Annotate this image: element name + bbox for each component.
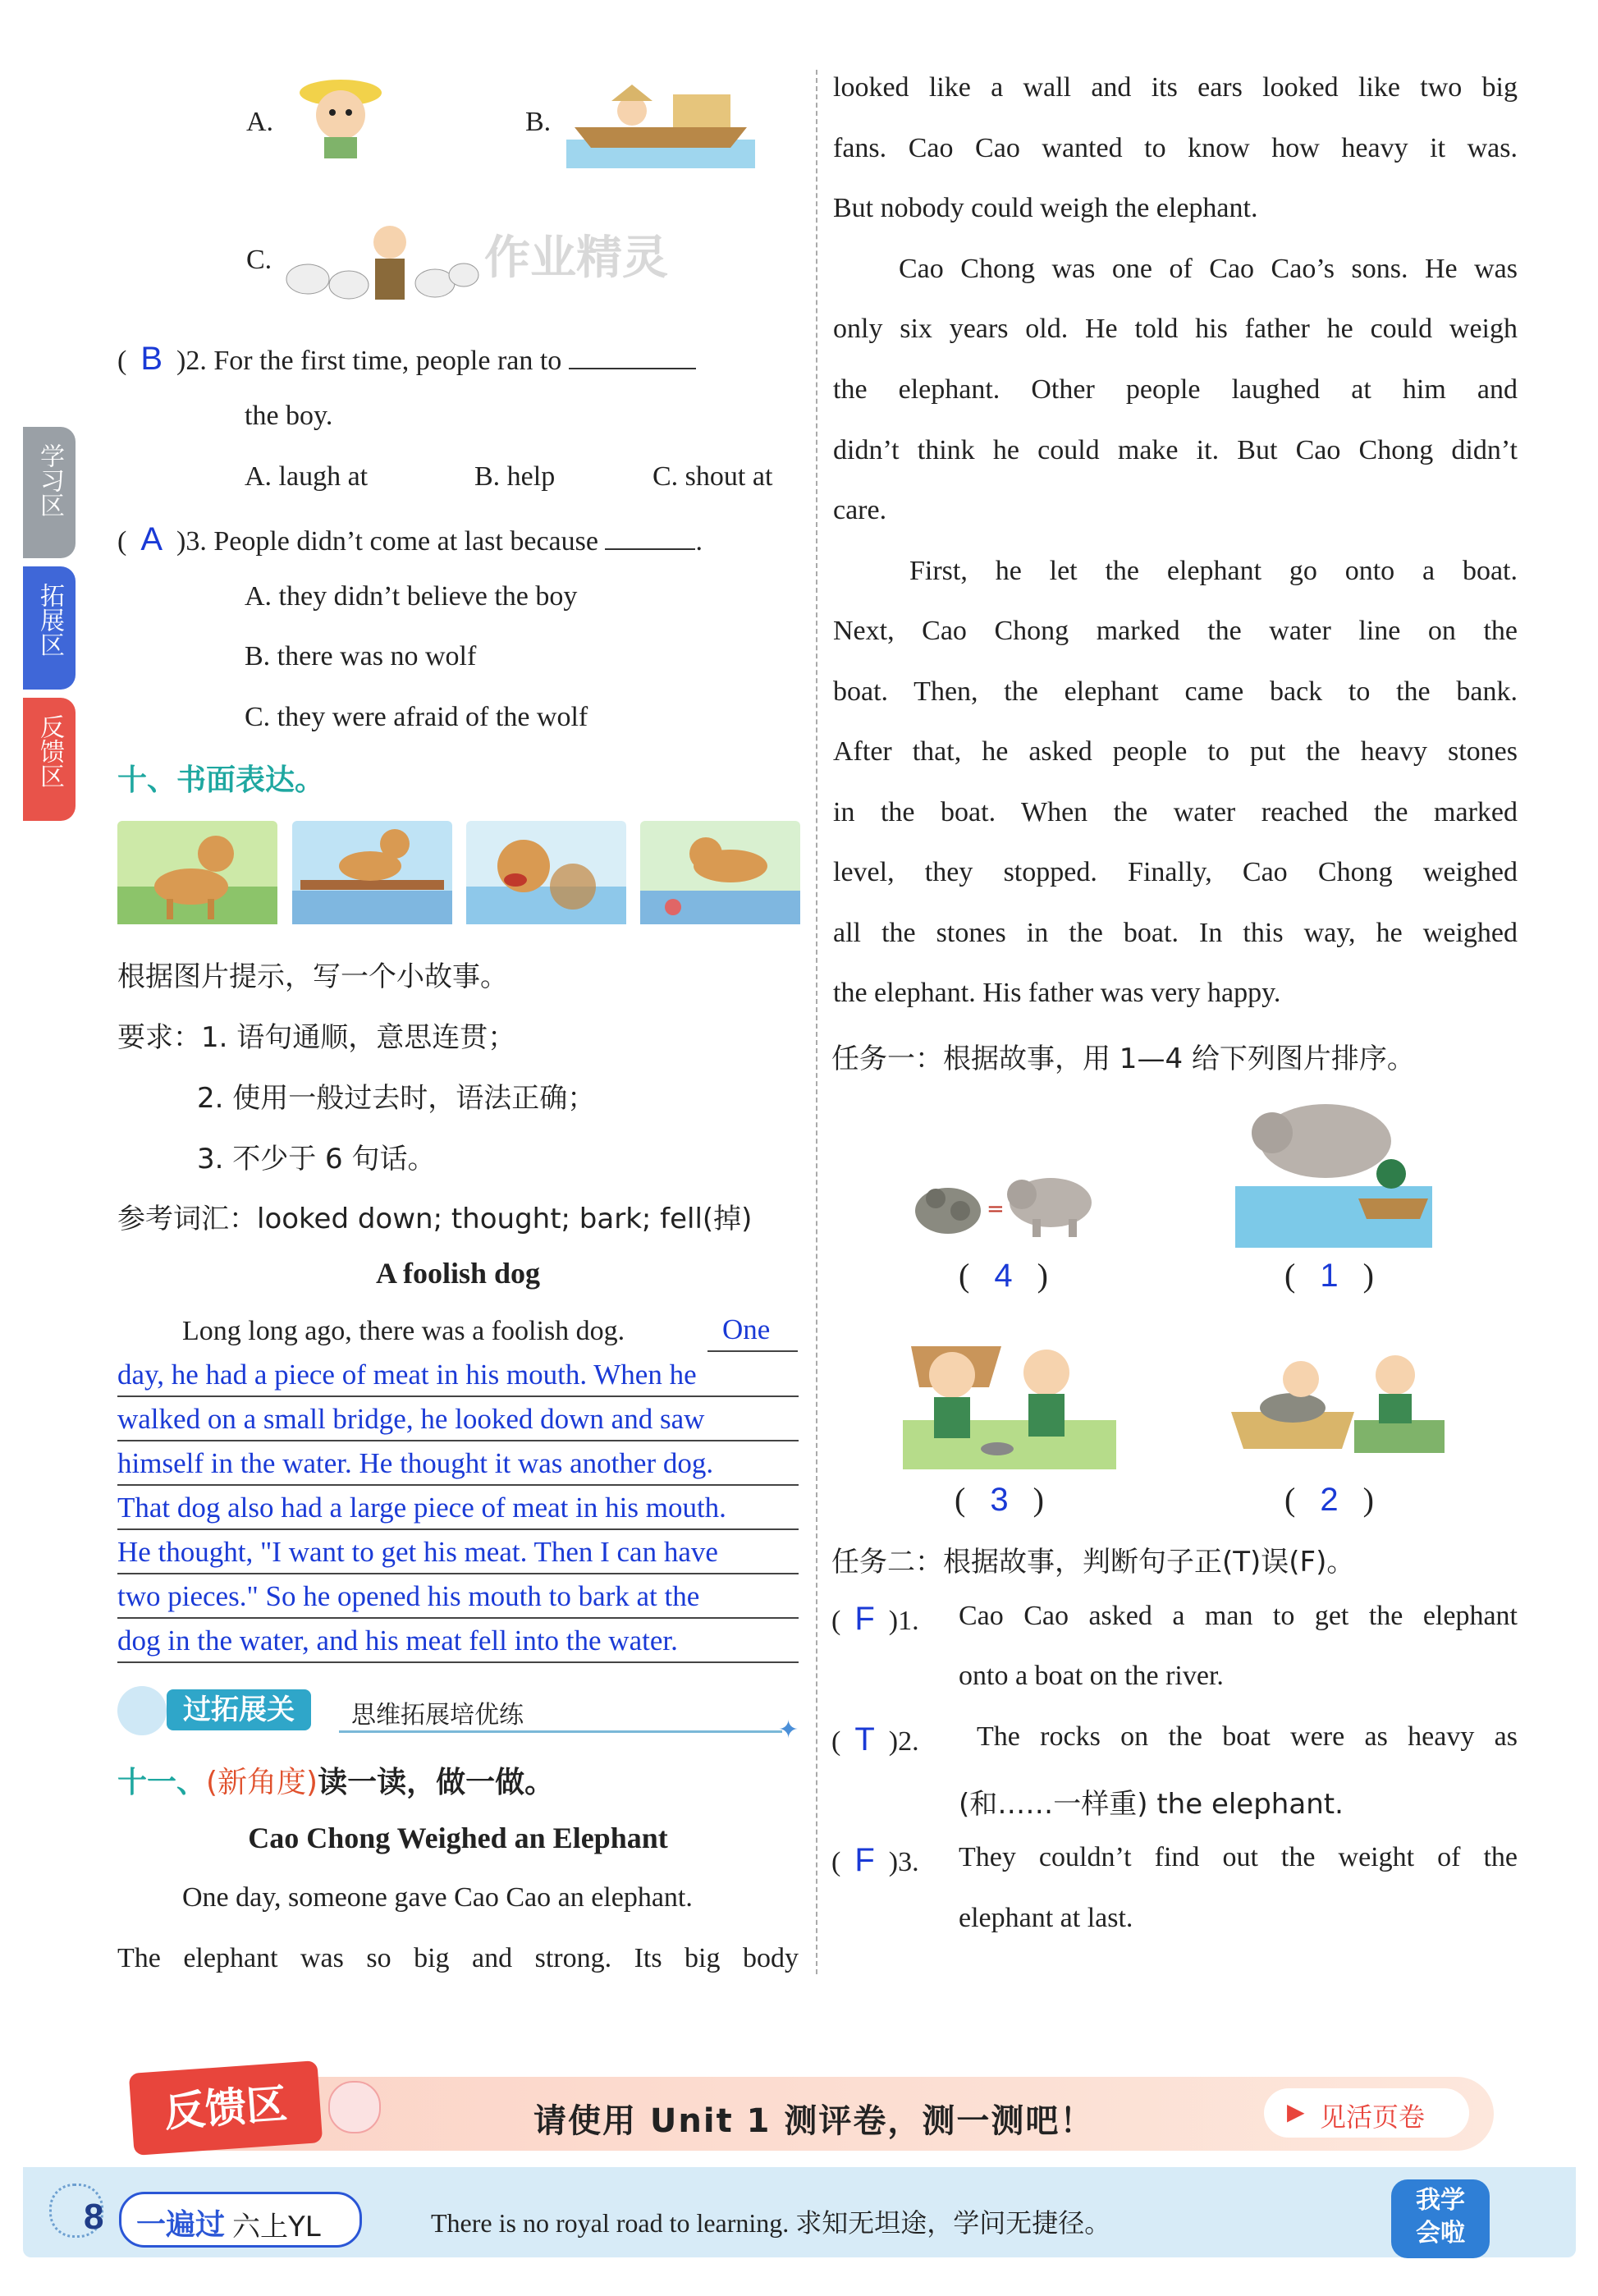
q2-option-a: A. laugh at <box>245 461 369 492</box>
reading-line: boat. Then, the elephant came back to the bank. <box>833 676 1518 707</box>
stones-and-elephant-picture <box>911 1153 1108 1244</box>
reading-line: only six years old. He told his father he could weigh <box>833 314 1518 344</box>
tf-answer: T <box>854 1721 875 1758</box>
essay-line: himself in the water. He thought it was another dog. <box>117 1447 714 1479</box>
answer-blank <box>605 548 695 550</box>
essay-line: One <box>722 1313 771 1345</box>
footer-logo: 我学会啦 <box>1391 2179 1490 2258</box>
feedback-bar <box>140 2077 1494 2151</box>
writing-rule <box>117 1573 799 1574</box>
story-picture-3 <box>466 821 626 924</box>
feedback-label: 反馈区 <box>129 2060 323 2156</box>
essay-line: walked on a small bridge, he looked down and saw <box>117 1403 705 1435</box>
reading-line: The elephant was so big and strong. Its big body <box>117 1943 799 1973</box>
tf-text: The rocks on the boat were as heavy as <box>977 1721 1518 1752</box>
q2-option-b: B. help <box>474 461 556 492</box>
tf-text: elephant at last. <box>959 1903 1133 1933</box>
section-10-heading: 十、书面表达。 <box>117 763 325 797</box>
tf-text: Cao Cao asked a man to get the elephant <box>959 1601 1518 1631</box>
q3-option-a: A. they didn’t believe the boy <box>245 581 578 612</box>
story-picture-2 <box>292 821 452 924</box>
question-2-cont: the boy. <box>245 401 333 431</box>
tf-text: (和……一样重) the elephant. <box>959 1788 1344 1821</box>
writing-rule <box>117 1617 799 1619</box>
page-number: 8 <box>84 2197 104 2237</box>
writing-rule <box>707 1350 798 1352</box>
star-icon: ✦ <box>778 1716 799 1744</box>
question-2: ( B )2. For the first time, people ran to <box>117 341 696 378</box>
essay-line: two pieces." So he opened his mouth to bark at the <box>117 1580 700 1612</box>
requirement-1: 要求：1. 语句通顺，意思连贯； <box>117 1021 516 1054</box>
column-divider <box>816 70 817 1974</box>
two-boys-picture <box>903 1322 1116 1469</box>
q3-option-b: B. there was no wolf <box>245 641 477 671</box>
elephant-on-boat-picture <box>1235 1084 1432 1248</box>
task-1-instruction: 任务一：根据故事，用 1—4 给下列图片排序。 <box>831 1043 1415 1075</box>
reading-line: One day, someone gave Cao Cao an elephant. <box>182 1882 693 1913</box>
worksheet-link-label: 见活页卷 <box>1320 2101 1426 2133</box>
tf-answer: F <box>854 1842 875 1878</box>
essay-title: A foolish dog <box>375 1257 541 1290</box>
essay-opening: Long long ago, there was a foolish dog. <box>182 1316 625 1346</box>
reading-line: Next, Cao Chong marked the water line on the <box>833 616 1518 646</box>
tf-item-1: ( F )1. <box>831 1601 919 1637</box>
feedback-instruction: 请使用 Unit 1 测评卷，测一测吧！ <box>533 2102 1095 2140</box>
reading-line: Cao Chong was one of Cao Cao’s sons. He was <box>899 254 1518 284</box>
essay-line: day, he had a piece of meat in his mouth. When he <box>117 1359 697 1391</box>
writing-rule <box>117 1528 799 1530</box>
reading-line: But nobody could weigh the elephant. <box>833 193 1258 223</box>
requirement-2: 2. 使用一般过去时，语法正确； <box>197 1082 596 1115</box>
banner-label: 过拓展关 <box>167 1689 311 1730</box>
side-tab-feedback[interactable]: 反馈区 <box>23 698 76 821</box>
answer-q2: B <box>140 341 163 377</box>
play-icon: ▶ <box>1287 2100 1305 2125</box>
q2-option-c: C. shout at <box>652 461 773 492</box>
fisherman-boat-illustration <box>566 70 755 168</box>
reading-title: Cao Chong Weighed an Elephant <box>248 1822 668 1854</box>
brand-name: 一遍过 <box>136 2208 226 2242</box>
question-3: ( A )3. People didn’t come at last because . <box>117 521 703 557</box>
reading-line: level, they stopped. Finally, Cao Chong weighed <box>833 857 1518 887</box>
essay-line: That dog also had a large piece of meat in his mouth. <box>117 1492 726 1524</box>
mascot-icon <box>328 2081 381 2133</box>
section-11-heading: 十一、(新角度)读一读，做一做。 <box>117 1766 555 1799</box>
order-slot-4: ( 2 ) <box>1284 1481 1374 1518</box>
answer-blank <box>569 368 696 369</box>
order-slot-1: ( 4 ) <box>959 1257 1048 1294</box>
reading-line: the elephant. Other people laughed at him and <box>833 374 1518 405</box>
q3-option-c: C. they were afraid of the wolf <box>245 702 588 732</box>
reference-vocabulary: 参考词汇：looked down; thought; bark; fell(掉) <box>117 1203 753 1235</box>
writing-prompt: 根据图片提示，写一个小故事。 <box>117 960 508 993</box>
reading-line: fans. Cao Cao wanted to know how heavy it was. <box>833 133 1518 163</box>
tf-item-2: ( T )2. <box>831 1721 919 1758</box>
banner-subtitle: 思维拓展培优练 <box>351 1701 524 1730</box>
grade-label: 六上YL <box>232 2211 321 2243</box>
shepherd-sheep-illustration <box>283 209 480 316</box>
reading-line: After that, he asked people to put the heavy stones <box>833 736 1518 767</box>
requirement-3: 3. 不少于 6 句话。 <box>197 1143 436 1175</box>
tf-text: They couldn’t find out the weight of the <box>959 1842 1518 1872</box>
story-picture-1 <box>117 821 277 924</box>
reading-line: the elephant. His father was very happy. <box>833 978 1281 1008</box>
reading-line: in the boat. When the water reached the marked <box>833 797 1518 827</box>
reading-line: looked like a wall and its ears looked like two big <box>833 72 1518 103</box>
book-badge <box>119 2192 362 2248</box>
banner-underline <box>339 1730 782 1733</box>
footer-motto: There is no royal road to learning. 求知无坦途，学问无捷径。 <box>431 2208 1111 2238</box>
writing-rule <box>117 1484 799 1486</box>
reading-line: First, he let the elephant go onto a boat. <box>909 556 1518 586</box>
story-picture-4 <box>640 821 800 924</box>
option-b-label: B. <box>525 107 552 137</box>
writing-rule <box>117 1395 799 1397</box>
tf-text: onto a boat on the river. <box>959 1661 1224 1691</box>
side-tab-extend[interactable]: 拓展区 <box>23 566 76 690</box>
side-tab-study[interactable]: 学习区 <box>23 427 76 558</box>
boys-loading-stones-picture <box>1231 1322 1445 1469</box>
svg-text:=: = <box>987 1197 1005 1221</box>
tf-item-3: ( F )3. <box>831 1842 919 1878</box>
reading-line: care. <box>833 495 887 525</box>
tf-answer: F <box>854 1601 875 1637</box>
option-a-label: A. <box>246 107 274 137</box>
writing-rule <box>117 1440 799 1441</box>
writing-rule <box>117 1661 799 1663</box>
watermark: 作业精灵 <box>484 231 668 283</box>
mascot-icon <box>117 1686 167 1735</box>
essay-line: dog in the water, and his meat fell into the water. <box>117 1625 678 1657</box>
order-slot-2: ( 1 ) <box>1284 1257 1374 1294</box>
essay-line: He thought, "I want to get his meat. Then I can have <box>117 1536 718 1568</box>
reading-line: all the stones in the boat. In this way, he weighed <box>833 918 1518 948</box>
reading-line: didn’t think he could make it. But Cao Chong didn’t <box>833 435 1518 465</box>
task-2-instruction: 任务二：根据故事，判断句子正(T)误(F)。 <box>831 1546 1355 1579</box>
option-c-label: C. <box>246 245 272 275</box>
answer-q3: A <box>140 521 163 557</box>
boy-with-hat-illustration <box>291 70 390 160</box>
extension-banner <box>117 1683 799 1744</box>
worksheet-link[interactable] <box>1264 2088 1469 2138</box>
order-slot-3: ( 3 ) <box>955 1481 1044 1518</box>
